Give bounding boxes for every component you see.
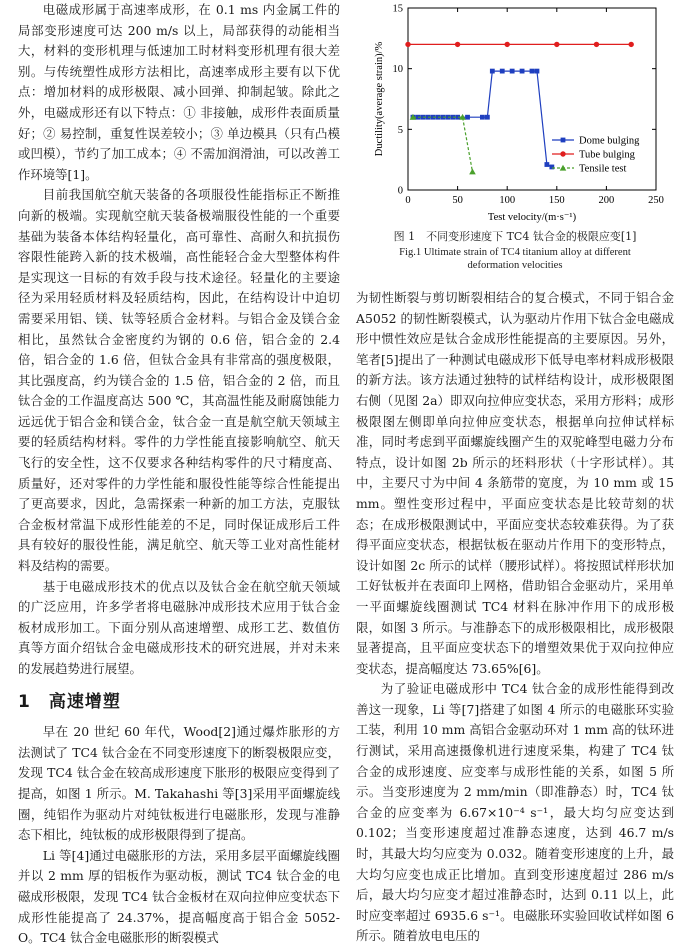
dome-bulging-point (510, 69, 515, 74)
paragraph: 早在 20 世纪 60 年代，Wood[2]通过爆炸胀形的方法测试了 TC4 钛合金在不同变形速度下的断裂极限应变，发现 TC4 钛合金在较高成形速度下胀形的极限应变得到了提高，如图 1 所示。M. Takahashi 等[3]采用平面螺旋线圈，纯铝作为驱动片对纯钛板进行电磁胀形，发现与准静态下相比，纯钛板的成形极限得到了提高。 (18, 724, 340, 843)
legend-label-tensile-test: Tensile test (579, 163, 627, 175)
y-tick-label: 15 (392, 3, 403, 15)
dome-bulging-point (530, 69, 535, 74)
y-axis-label: Ductility(average strain)/% (374, 41, 385, 157)
x-axis-label: Test velocity/(m·s⁻¹) (487, 212, 577, 223)
x-tick-label: 250 (648, 195, 664, 206)
dome-bulging-point (485, 115, 490, 120)
y-tick-label: 10 (392, 64, 403, 76)
dome-bulging-point (520, 69, 525, 74)
paragraph: 为了验证电磁成形中 TC4 钛合金的成形性能得到改善这一现象，Li 等[7]搭建了如图 4 所示的电磁胀环实验工装，利用 10 mm 高铝合金驱动环对 1 mm 高的钛环进行测试，采用高速摄像机进行速度采集，构建了 TC4 钛合金的成形速度、应变率与成形性能的关系，如图 5 所示。当变形速度为 2 mm/min（即准静态）时，TC4 钛合金的应变率为 6.67×10⁻⁴ s⁻¹，最大均匀应变达到 0.102；当变形速度超过准静态速度，达到 46.7 m/s 时，其最大均匀应变为 0.032。随着变形速度的上升，最大均匀应变也成正比增加。直到变形速度超过 286 m/s 后，最大均匀应变才超过准静态时，达到 0.11 以上，此时应变率超过 6935.6 s⁻¹。电磁胀环实验回收试样如图 6 所示。随着放电电压的 (356, 681, 674, 944)
section-title: 高速增塑 (48, 691, 121, 712)
legend-label-tube-bulging: Tube bulging (579, 149, 635, 161)
tensile-test-line (413, 117, 473, 172)
paragraph: 电磁成形属于高速率成形，在 0.1 ms 内金属工件的局部变形速度可达 200 m/s 以上，局部获得的动能相当大，材料的变形机理与低速加工时材料变形机理有很大差别。与传统塑性成形方法相比，高速率成形主要有以下优点：增加材料的成形极限、减小回弹、抑制起皱。除此之外，电磁成形还有以下特点：① 非接触，成形件表面质量好；② 易控制，重复性误差较小；③ 单边模具（只有凸模或凹模），节约了加工成本；④ 不需加润滑油，可以改善工作环境等[1]。 (18, 2, 340, 182)
tensile-test-point (469, 169, 476, 175)
y-tick-label: 0 (397, 185, 403, 197)
legend-tensile-test-point (560, 165, 567, 171)
section-number: 1 (18, 691, 31, 712)
paragraph: 目前我国航空航天装备的各项服役性能指标正不断推向新的极端。实现航空航天装备极端服役性能的一个重要基础为装备本体结构轻量化，高可靠性、高耐久和抗损伤容限性能跨入新的技术极端，高性能轻合金大型整体构件是实现这一目标的有效手段与技术途径。轻量化的主要途径为采用轻质材料及轻质结构，因此，在结构设计中迫切需要采用铝、镁、钛等轻质合金材料。与铝合金及镁合金相比，虽然钛合金密度约为钢的 0.6 倍，铝合金的 2.4 倍，铝合金的 1.6 倍，但钛合金具有非常高的强度极限，其比强度高，约为镁合金的 1.5 倍，铝合金的 2 倍，而且钛合金的工作温度高达 500 ℃，其高温性能及耐腐蚀能力远远优于铝合金和镁合金，钛合金一直是航空航天领域主要的轻质结构材料。零件的力学性能直接影响航空、航天飞行的安全性，这不仅要求各种结构零件的尺寸精度高、质量好，还对零件的力学性能和服役性能等综合性能提出了更高要求，因此，急需探索一种新的加工方法，克服钛合金板材常温下成形性能差的不足，同时保证成形后工件具有较好的服役性能，满足航空、航天等工业对高性能材料及结构的需要。 (18, 187, 340, 574)
tube-bulging-point (505, 42, 510, 47)
paragraph: 为韧性断裂与剪切断裂相结合的复合模式，不同于铝合金 A5052 的韧性断裂模式，认为驱动片作用下钛合金电磁成形中惯性效应是钛合金成形性能提高的主要原因。另外，笔者[5]提出了一种测试电磁成形下低导电率材料成形极限的新方法。该方法通过独特的试样结构设计，成形极限图右侧（见图 2a）即双向拉伸应变状态，采用方形料；成形极限图左侧即单向拉伸应变状态，根据单向拉伸试样标准，同时考虑到平面螺旋线圈产生的双驼峰型电磁力分布特点，设计如图 2b 所示的坯料形状（十字形试样）。其中，主要尺寸为中间 4 条筋带的宽度，为 10 mm 或 15 mm。塑性变形过程中，平面应变状态是比较苛刻的状态；在成形极限测试中，平面应变状态较难获得。为了获得平面应变状态，根据钛板在驱动片作用下的变形特点，设计如图 2c 所示的试样（腰形试样）。将按照试样形状加工好钛板并在表面印上网格，借助铝合金驱动片，采用单一平面螺旋线圈测试 TC4 材料在脉冲作用下的成形极限，如图 3 所示。与准静态下的成形极限相比，成形极限显著提高，且平面应变状态下的增塑效果优于双向拉伸应变状态，提高幅度达 73.65%[6]。 (356, 290, 674, 676)
x-tick-label: 200 (598, 195, 615, 206)
tube-bulging-point (594, 42, 599, 47)
dome-bulging-point (500, 69, 505, 74)
legend-tube-bulging-point (560, 151, 565, 156)
figure-caption-cn: 图 1 不同变形速度下 TC4 钛合金的极限应变[1] (393, 230, 637, 243)
section-heading (18, 692, 340, 713)
y-tick-label: 5 (397, 124, 403, 136)
x-tick-label: 0 (405, 195, 411, 206)
dome-bulging-point (535, 69, 540, 74)
x-tick-label: 150 (548, 195, 565, 206)
tube-bulging-point (629, 42, 634, 47)
x-tick-label: 100 (499, 195, 516, 206)
dome-bulging-point (490, 69, 495, 74)
dome-bulging-point (549, 165, 554, 170)
paragraph: Li 等[4]通过电磁胀形的方法，采用多层平面螺旋线圈并以 2 mm 厚的铝板作为驱动板，测试 TC4 钛合金的电磁成形极限，发现 TC4 钛合金板材在双向拉伸应变状态下成形性能提高了 24.37%，提高幅度高于铝合金 5052-O。TC4 钛合金电磁胀形的断裂模式 (18, 847, 340, 946)
tube-bulging-point (455, 42, 460, 47)
caption-en-line-1: Fig.1 Ultimate strain of TC4 titanium alloy at different (399, 247, 631, 258)
dome-bulging-point (480, 115, 485, 120)
tube-bulging-point (405, 42, 410, 47)
dome-bulging-point (465, 115, 470, 120)
right-column (356, 288, 674, 947)
caption-en-line-2: deformation velocities (467, 260, 563, 271)
figure-1 (356, 0, 674, 290)
paragraph: 基于电磁成形技术的优点以及钛合金在航空航天领域的广泛应用，许多学者将电磁脉冲成形技术应用于钛合金板材成形加工。下面分别从高速增塑、成形工艺、数值仿真等方面介绍钛合金电磁成形技术的研究进展，并对未来的发展趋势进行展望。 (18, 578, 340, 676)
ductility-chart (356, 0, 674, 226)
figure-caption-en (356, 246, 674, 272)
legend-dome-bulging-point (561, 138, 566, 143)
tube-bulging-point (554, 42, 559, 47)
legend-label-dome-bulging: Dome bulging (579, 135, 640, 147)
left-column (18, 0, 340, 949)
x-tick-label: 50 (452, 195, 463, 206)
dome-bulging-point (544, 162, 549, 167)
